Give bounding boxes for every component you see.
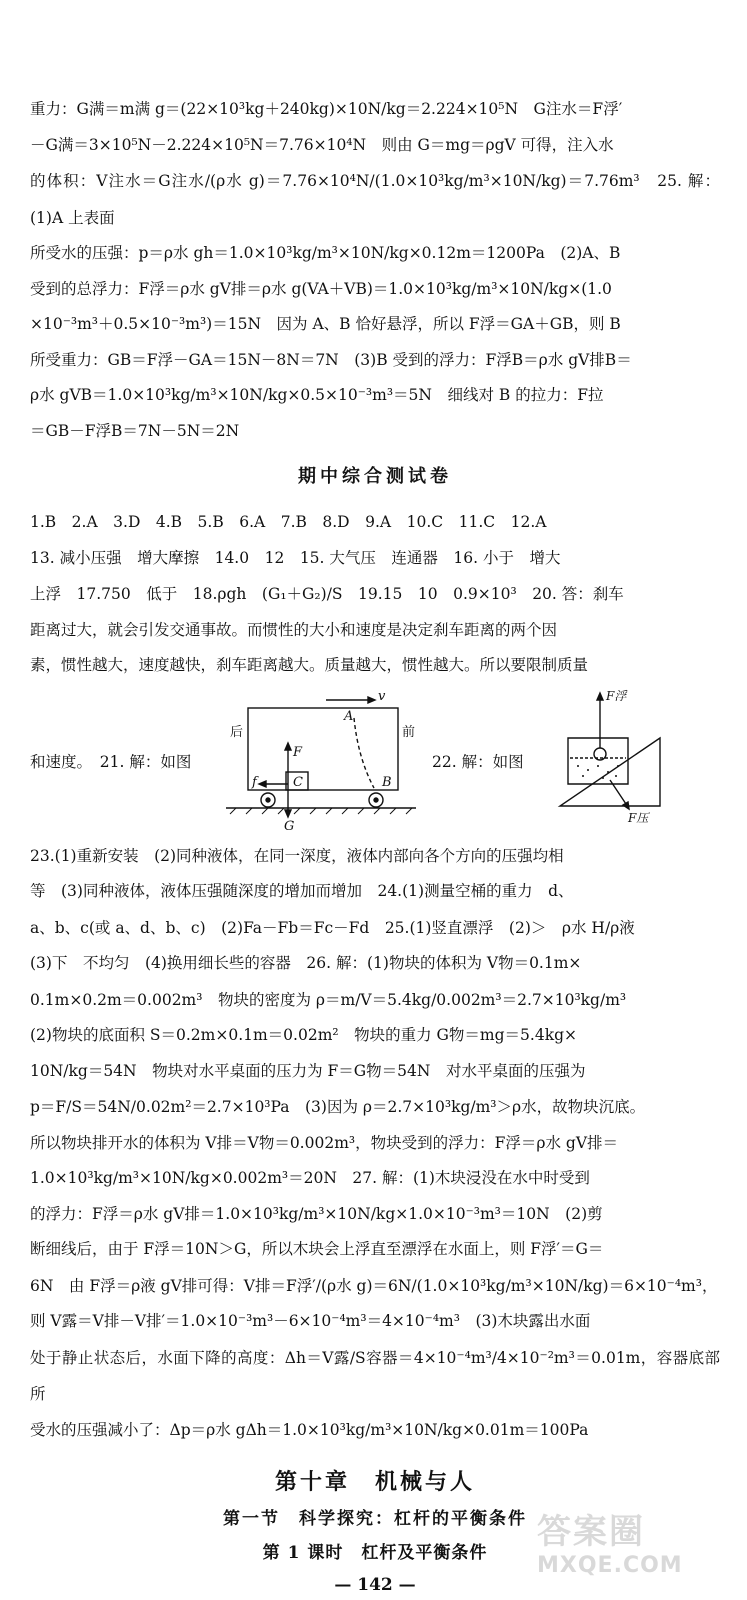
label-back: 后 [230,724,244,740]
exam-title: 期中综合测试卷 [298,466,452,487]
text-line: 等 (3)同种液体，液体压强随深度的增加而增加 24.(1)测量空桶的重力 d、 [30,882,574,900]
text-line: 13. 减小压强 增大摩擦 14.0 12 15. 大气压 连通器 16. 小于 增大 [30,548,561,567]
text-line: 1.0×10³kg/m³×10N/kg×0.002m³＝20N 27. 解：(1)木块浸没在水中时受到 [30,1169,590,1187]
text-line: 10N/kg＝54N 物块对水平桌面的压力为 F＝G物＝54N 对水平桌面的压强为 [30,1061,586,1080]
text-line: ρ水 gVB＝1.0×10³kg/m³×10N/kg×0.5×10⁻³m³＝5N 细线对 B 的拉力：F拉 [30,386,604,404]
text-line: 距离过大，就会引发交通事故。而惯性的大小和速度是决定刹车距离的两个因 [30,620,558,639]
text-line: 所以物块排开水的体积为 V排＝V物＝0.002m³，物块受到的浮力：F浮＝ρ水 gV排＝ [30,1133,619,1152]
label-front: 前 [402,724,416,740]
label-a: A [344,708,354,724]
text-line: 的体积：V注水＝G注水/(ρ水 g)＝7.76×10⁴N/(1.0×10³kg/m³×10N/kg)＝7.76m³ 25. 解：(1)A 上表面 [30,172,720,227]
text-line: 的浮力：F浮＝ρ水 gV排＝1.0×10³kg/m³×10N/kg×1.0×10⁻³m³＝10N (2)剪 [30,1204,603,1223]
text-line: 素，惯性越大，速度越快，刹车距离越大。质量越大，惯性越大。所以要限制质量 [30,656,589,674]
section-title: 第一节 科学探究：杠杆的平衡条件 [223,1509,527,1529]
answer-block-mid [30,505,720,684]
label-v: v [378,688,386,704]
text-line: 断细线后，由于 F浮＝10N＞G，所以木块会上浮直至漂浮在水面上，则 F浮′＝G＝ [30,1240,604,1258]
text-line: 所受重力：GB＝F浮－GA＝15N－8N＝7N (3)B 受到的浮力：F浮B＝ρ水 gV排B＝ [30,350,632,369]
text-line: p＝F/S＝54N/0.02m²＝2.7×10³Pa (3)因为 ρ＝2.7×10³kg/m³＞ρ水，故物块沉底。 [30,1098,646,1116]
text-line: 1.B 2.A 3.D 4.B 5.B 6.A 7.B 8.D 9.A 10.C 11.C 12.A [30,513,547,531]
text-line: －G满＝3×10⁵N－2.224×10⁵N＝7.76×10⁴N 则由 G＝mg＝ρgV 可得，注入水 [30,135,614,154]
document-page [30,92,720,1600]
text-line: (3)下 不均匀 (4)换用细长些的容器 26. 解：(1)物块的体积为 V物＝0.1m× [30,954,582,972]
figure-caption-21: 和速度。 21. 解：如图 [30,752,192,771]
text-line: 上浮 17.750 低于 18.ρgh (G₁＋G₂)/S 19.15 10 0.9×10³ 20. 答：刹车 [30,585,624,603]
label-f-lower: f [252,774,257,790]
watermark-logo [537,1504,717,1582]
lesson-title: 第 1 课时 杠杆及平衡条件 [262,1543,488,1563]
text-line: 23.(1)重新安装 (2)同种液体，在同一深度，液体内部向各个方向的压强均相 [30,846,564,865]
figure-caption-22: 22. 解：如图 [432,752,524,771]
label-c: C [293,774,303,790]
text-line: ×10⁻³m³＋0.5×10⁻³m³)＝15N 因为 A、B 恰好悬浮，所以 F浮＝GA＋GB，则 B [30,315,621,333]
text-line: a、b、c(或 a、d、b、c) (2)Fa－Fb＝Fc－Fd 25.(1)竖直漂浮 (2)＞ ρ水 H/ρ液 [30,918,635,937]
text-line: 则 V露＝V排－V排′＝1.0×10⁻³m³－6×10⁻⁴m³＝4×10⁻⁴m³ (3)木块露出水面 [30,1312,591,1330]
text-line: 0.1m×0.2m＝0.002m³ 物块的密度为 ρ＝m/V＝5.4kg/0.002m³＝2.7×10³kg/m³ [30,990,627,1009]
page-number: — 142 — [334,1575,416,1595]
text-line: 受到的总浮力：F浮＝ρ水 gV排＝ρ水 g(VA＋VB)＝1.0×10³kg/m³×10N/kg×(1.0 [30,279,612,298]
answer-block-bottom [30,839,720,1449]
text-line: 重力：G满＝m满 g＝(22×10³kg＋240kg)×10N/kg＝2.224×10⁵N G注水＝F浮′ [30,100,623,118]
figure-row [30,688,720,833]
label-f-upper: F [293,744,303,760]
text-line: (2)物块的底面积 S＝0.2m×0.1m＝0.02m² 物块的重力 G物＝mg＝5.4kg× [30,1026,577,1044]
text-line: 6N 由 F浮＝ρ液 gV排可得：V排＝F浮′/(ρ水 g)＝6N/(1.0×10³kg/m³×10N/kg)＝6×10⁻⁴m³， [30,1276,718,1295]
label-pressure: F压 [628,810,649,825]
label-b: B [382,774,392,790]
watermark-en-text: MXQE.COM [537,1553,683,1578]
chapter-title: 第十章 机械与人 [274,1469,475,1495]
float-force-diagram [548,688,668,833]
text-line: 所受水的压强：p＝ρ水 gh＝1.0×10³kg/m³×10N/kg×0.12m＝1200Pa (2)A、B [30,244,621,262]
label-g: G [284,818,295,833]
label-buoyancy: F浮 [606,688,627,703]
cart-force-diagram [226,688,416,833]
text-line: 受水的压强减小了：Δp＝ρ水 gΔh＝1.0×10³kg/m³×10N/kg×0.01m＝100Pa [30,1420,589,1439]
text-line: ＝GB－F浮B＝7N－5N＝2N [30,421,240,440]
text-line: 处于静止状态后，水面下降的高度：Δh＝V露/S容器＝4×10⁻⁴m³/4×10⁻²m³＝0.01m，容器底部所 [30,1348,720,1403]
answer-block-top [30,92,720,449]
watermark-cn-text: 答案圈 [537,1512,645,1552]
